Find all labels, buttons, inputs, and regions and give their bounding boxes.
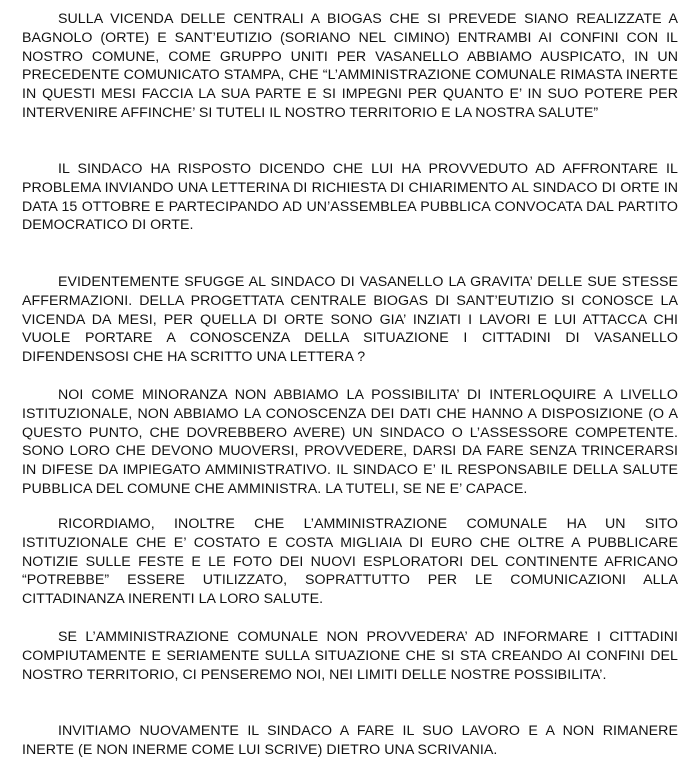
paragraph-closing-invitation: INVITIAMO NUOVAMENTE IL SINDACO A FARE IL SUO LAVORO E A NON RIMANERE INERTE (E NON INERME COME LUI SCRIVE) DIETRO UNA SCRIVANIA. — [22, 723, 678, 758]
paragraph-inform-citizens: SE L’AMMINISTRAZIONE COMUNALE NON PROVVEDERA’ AD INFORMARE I CITTADINI COMPIUTAMENTE E SERIAMENTE SULLA SITUAZIONE CHE SI STA CREANDO AI CONFINI DEL NOSTRO TERRITORIO, CI PENSEREMO NOI, NEI LIMITI DELLE NOSTRE POSSIBILITA’. — [22, 629, 678, 683]
paragraph-biogas-plants: SULLA VICENDA DELLE CENTRALI A BIOGAS CHE SI PREVEDE SIANO REALIZZATE A BAGNOLO (ORTE) E SANT’EUTIZIO (SORIANO NEL CIMINO) ENTRAMBI AI CONFINI CON IL NOSTRO COMUNE, COME GRUPPO UNITI PER VASANELLO ABBIAMO AUSPICATO, IN UN PRECEDENTE COMUNICATO STAMPA, CHE “L’AMMINISTRAZIONE COMUNALE RIMASTA INERTE IN QUESTI MESI FACCIA LA SUA PARTE E SI IMPEGNI PER QUANTO E’ IN SUO POTERE PER INTERVENIRE AFFINCHE’ SI TUTELI IL NOSTRO TERRITORIO E LA NOSTRA SALUTE” — [22, 11, 678, 121]
paragraph-mayor-statements: EVIDENTEMENTE SFUGGE AL SINDACO DI VASANELLO LA GRAVITA’ DELLE SUE STESSE AFFERMAZIONI. DELLA PROGETTATA CENTRALE BIOGAS DI SANT’EUTIZIO SI CONOSCE LA VICENDA DA MESI, PER QUELLA DI ORTE SONO GIA’ INZIATI I LAVORI E LUI ATTACCA CHI VUOLE PORTARE A CONOSCENZA DELLA SITUAZIONE I CITTADINI DI VASANELLO DIFENDENSOSI CHE HA SCRITTO UNA LETTERA ? — [22, 274, 678, 366]
paragraph-mayor-response: IL SINDACO HA RISPOSTO DICENDO CHE LUI HA PROVVEDUTO AD AFFRONTARE IL PROBLEMA INVIANDO UNA LETTERINA DI RICHIESTA DI CHIARIMENTO AL SINDACO DI ORTE IN DATA 15 OTTOBRE E PARTECIPANDO AD UN’ASSEMBLEA PUBBLICA CONVOCATA DAL PARTITO DEMOCRATICO DI ORTE. — [22, 161, 678, 234]
paragraph-minority-role: NOI COME MINORANZA NON ABBIAMO LA POSSIBILITA’ DI INTERLOQUIRE A LIVELLO ISTITUZIONALE, NON ABBIAMO LA CONOSCENZA DEI DATI CHE HANNO A DISPOSIZIONE (O A QUESTO PUNTO, CHE DOVREBBERO AVERE) UN SINDACO O L’ASSESSORE COMPETENTE. SONO LORO CHE DEVONO MUOVERSI, PROVVEDERE, DARSI DA FARE SENZA TRINCERARSI IN DIFESE DA IMPIEGATO AMMINISTRATIVO. IL SINDACO E’ IL RESPONSABILE DELLA SALUTE PUBBLICA DEL COMUNE CHE AMMINISTRA. LA TUTELI, SE NE E’ CAPACE. — [22, 387, 678, 497]
paragraph-institutional-site: RICORDIAMO, INOLTRE CHE L’AMMINISTRAZIONE COMUNALE HA UN SITO ISTITUZIONALE CHE E’ COSTATO E COSTA MIGLIAIA DI EURO CHE OLTRE A PUBBLICARE NOTIZIE SULLE FESTE E LE FOTO DEI NUOVI ESPLORATORI DEL CONTINENTE AFRICANO “POTREBBE” ESSERE UTILIZZATO, SOPRATTUTTO PER LE COMUNICAZIONI ALLA CITTADINANZA INERENTI LA LORO SALUTE. — [22, 516, 678, 608]
